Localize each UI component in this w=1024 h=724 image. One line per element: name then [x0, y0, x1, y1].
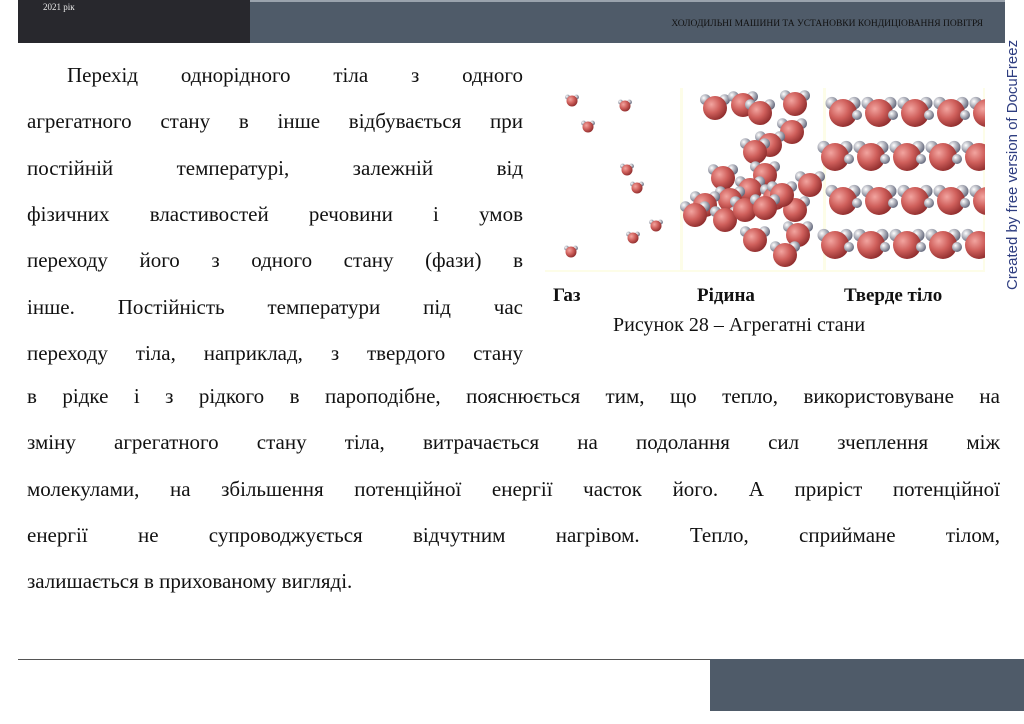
oxygen-atom — [622, 165, 633, 176]
footer-block — [710, 659, 1024, 711]
oxygen-atom — [567, 96, 578, 107]
label-gas: Газ — [553, 285, 581, 306]
label-liquid: Рідина — [697, 285, 755, 306]
text-line: постійній температурі, залежній від — [27, 155, 523, 180]
oxygen-atom — [780, 120, 804, 144]
oxygen-atom — [703, 96, 727, 120]
hydrogen-atom — [952, 154, 962, 164]
header-year: 2021 рік — [43, 2, 75, 12]
hydrogen-atom — [960, 110, 970, 120]
figure-caption: Рисунок 28 – Агрегатні стани — [613, 314, 866, 336]
oxygen-atom — [743, 140, 767, 164]
oxygen-atom — [651, 221, 662, 232]
header-title: ХОЛОДИЛЬНІ МАШИНИ ТА УСТАНОВКИ КОНДИЦІОВАННЯ ПОВІТРЯ — [671, 19, 983, 29]
oxygen-atom — [683, 203, 707, 227]
oxygen-atom — [620, 101, 631, 112]
hydrogen-atom — [852, 198, 862, 208]
hydrogen-atom — [960, 198, 970, 208]
oxygen-atom — [753, 196, 777, 220]
text-line: зміну агрегатного стану тіла, витрачається на подолання сил зчеплення між — [27, 430, 1000, 455]
oxygen-atom — [783, 92, 807, 116]
text-line: Перехід однорідного тіла з одного — [67, 63, 523, 87]
oxygen-atom — [798, 173, 822, 197]
text-line: переходу його з одного стану (фази) в — [27, 248, 523, 273]
hydrogen-atom — [952, 242, 962, 252]
oxygen-atom — [743, 228, 767, 252]
hydrogen-atom — [880, 242, 890, 252]
footer-divider — [18, 659, 710, 660]
text-line: агрегатного стану в інше відбувається при — [27, 109, 523, 134]
text-line: переходу тіла, наприклад, з твердого стану — [27, 340, 523, 365]
hydrogen-atom — [844, 242, 854, 252]
text-line: енергії не супроводжується відчутним нагрівом. Тепло, сприймане тілом, — [27, 522, 1000, 547]
molecules-illustration — [545, 88, 985, 272]
hydrogen-atom — [888, 198, 898, 208]
hydrogen-atom — [924, 198, 934, 208]
hydrogen-atom — [916, 242, 926, 252]
oxygen-atom — [566, 247, 577, 258]
oxygen-atom — [773, 243, 797, 267]
hydrogen-atom — [924, 110, 934, 120]
figure-states-of-matter — [545, 88, 985, 272]
hydrogen-atom — [852, 110, 862, 120]
header-title-block — [250, 0, 1005, 43]
header-year-block — [18, 0, 250, 43]
hydrogen-atom — [880, 154, 890, 164]
text-line: молекулами, на збільшення потенційної енергії часток його. А приріст потенційної — [27, 476, 1000, 501]
text-line: залишається в прихованому вигляді. — [27, 569, 353, 594]
text-line: в рідке і з рідкого в пароподібне, пояснюється тим, що тепло, використовуване на — [27, 384, 1000, 408]
watermark: Created by free version of DocuFreez — [1004, 39, 1021, 290]
oxygen-atom — [628, 233, 639, 244]
hydrogen-atom — [844, 154, 854, 164]
text-line: інше. Постійність температури під час — [27, 294, 523, 319]
oxygen-atom — [583, 122, 594, 133]
oxygen-atom — [748, 101, 772, 125]
hydrogen-atom — [916, 154, 926, 164]
oxygen-atom — [632, 183, 643, 194]
text-line: фізичних властивостей речовини і умов — [27, 201, 523, 226]
label-solid: Тверде тіло — [844, 285, 943, 306]
hydrogen-atom — [888, 110, 898, 120]
oxygen-atom — [711, 166, 735, 190]
